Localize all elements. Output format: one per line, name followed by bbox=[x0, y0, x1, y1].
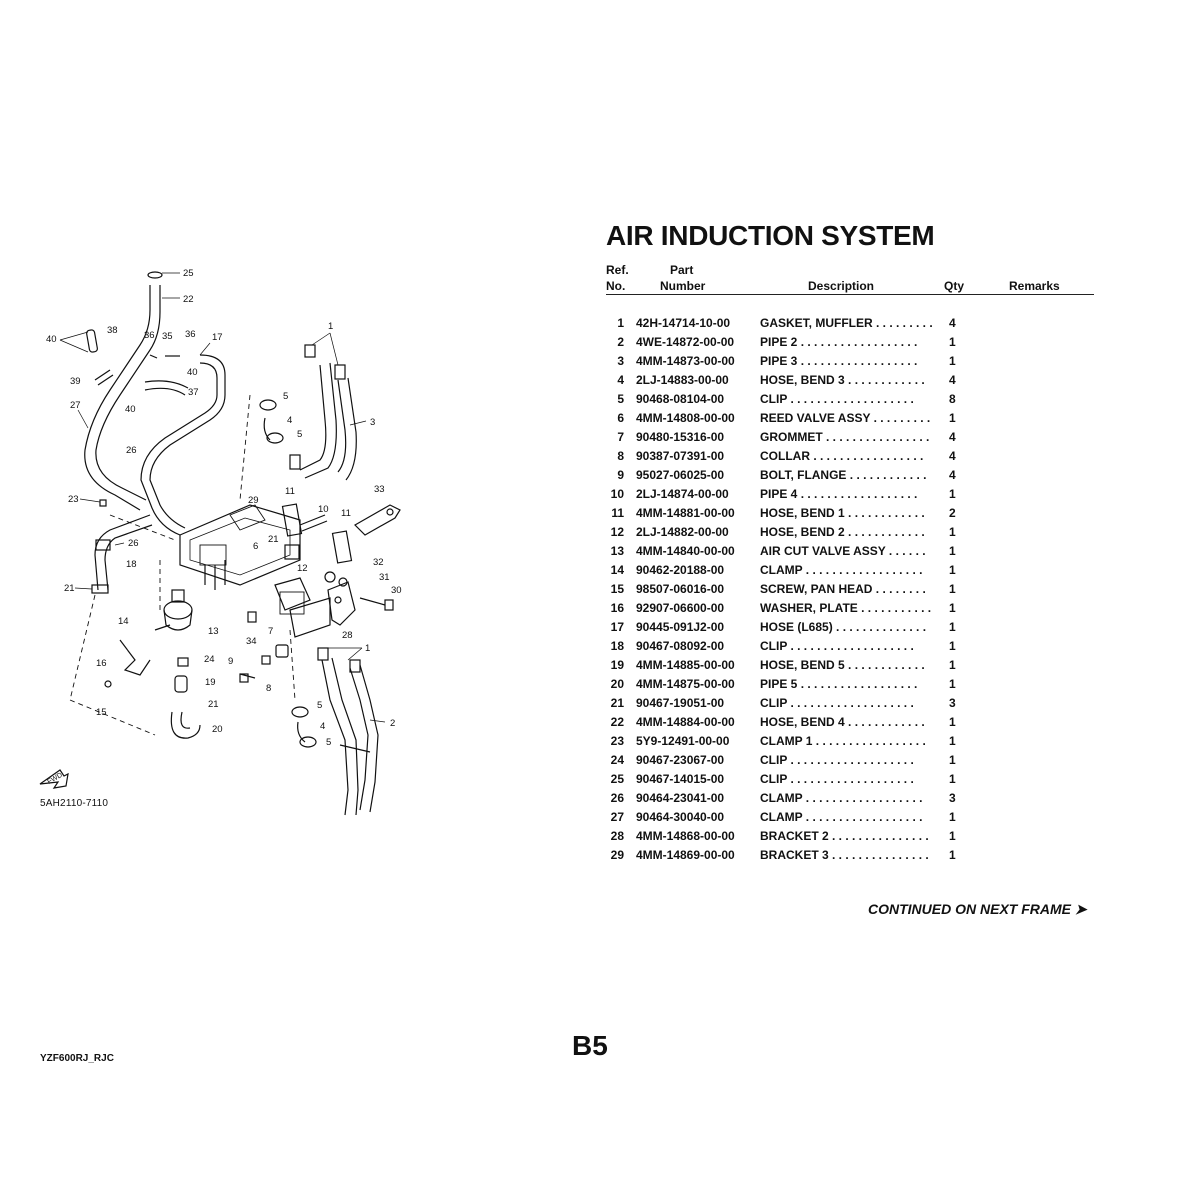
row-ref-no: 17 bbox=[610, 620, 624, 634]
svg-text:12: 12 bbox=[297, 563, 308, 574]
row-part-number: 90467-19051-00 bbox=[636, 696, 725, 710]
svg-text:16: 16 bbox=[96, 658, 107, 669]
clamp-14 bbox=[105, 640, 200, 738]
table-row bbox=[606, 580, 1094, 599]
row-qty: 1 bbox=[949, 544, 956, 558]
row-ref-no: 20 bbox=[610, 677, 624, 691]
header-number: Number bbox=[660, 279, 706, 293]
row-description: CLAMP . . . . . . . . . . . . . . . . . . bbox=[760, 810, 923, 824]
svg-text:40: 40 bbox=[187, 367, 198, 378]
row-description: PIPE 4 . . . . . . . . . . . . . . . . . . bbox=[760, 487, 918, 501]
row-ref-no: 26 bbox=[610, 791, 624, 805]
svg-text:8: 8 bbox=[266, 683, 272, 694]
row-part-number: 2LJ-14874-00-00 bbox=[636, 487, 729, 501]
svg-text:38: 38 bbox=[107, 325, 118, 336]
row-ref-no: 12 bbox=[610, 525, 624, 539]
row-qty: 4 bbox=[949, 316, 956, 330]
svg-text:17: 17 bbox=[212, 332, 223, 343]
svg-text:32: 32 bbox=[373, 557, 384, 568]
row-ref-no: 15 bbox=[610, 582, 624, 596]
svg-text:21: 21 bbox=[64, 583, 75, 594]
svg-text:39: 39 bbox=[70, 376, 81, 387]
row-description: CLIP . . . . . . . . . . . . . . . . . . . bbox=[760, 392, 914, 406]
table-row bbox=[606, 333, 1094, 352]
row-description: CLIP . . . . . . . . . . . . . . . . . . . bbox=[760, 753, 914, 767]
row-part-number: 90467-14015-00 bbox=[636, 772, 725, 786]
row-part-number: 90467-08092-00 bbox=[636, 639, 725, 653]
row-qty: 1 bbox=[949, 772, 956, 786]
row-ref-no: 28 bbox=[610, 829, 624, 843]
table-row bbox=[606, 561, 1094, 580]
pipe-3 bbox=[290, 345, 356, 480]
row-qty: 1 bbox=[949, 563, 956, 577]
row-description: CLIP . . . . . . . . . . . . . . . . . . . bbox=[760, 696, 914, 710]
row-ref-no: 6 bbox=[617, 411, 624, 425]
table-row bbox=[606, 314, 1094, 333]
row-ref-no: 21 bbox=[610, 696, 624, 710]
svg-text:36: 36 bbox=[144, 330, 155, 341]
table-row bbox=[606, 371, 1094, 390]
row-description: CLAMP . . . . . . . . . . . . . . . . . . bbox=[760, 563, 923, 577]
row-qty: 1 bbox=[949, 411, 956, 425]
row-description: GROMMET . . . . . . . . . . . . . . . . bbox=[760, 430, 930, 444]
row-description: HOSE, BEND 5 . . . . . . . . . . . . bbox=[760, 658, 925, 672]
row-qty: 1 bbox=[949, 335, 956, 349]
table-row bbox=[606, 656, 1094, 675]
svg-text:23: 23 bbox=[68, 494, 79, 505]
row-ref-no: 19 bbox=[610, 658, 624, 672]
svg-text:37: 37 bbox=[188, 387, 199, 398]
row-part-number: 4MM-14873-00-00 bbox=[636, 354, 735, 368]
svg-text:36: 36 bbox=[185, 329, 196, 340]
table-row bbox=[606, 599, 1094, 618]
row-description: CLAMP . . . . . . . . . . . . . . . . . . bbox=[760, 791, 923, 805]
row-part-number: 4WE-14872-00-00 bbox=[636, 335, 735, 349]
table-row bbox=[606, 523, 1094, 542]
row-part-number: 92907-06600-00 bbox=[636, 601, 725, 615]
table-row bbox=[606, 618, 1094, 637]
row-part-number: 90464-30040-00 bbox=[636, 810, 725, 824]
row-qty: 1 bbox=[949, 601, 956, 615]
fwd-arrow-icon bbox=[38, 766, 72, 795]
row-description: BRACKET 2 . . . . . . . . . . . . . . . bbox=[760, 829, 929, 843]
table-row bbox=[606, 827, 1094, 846]
row-part-number: 98507-06016-00 bbox=[636, 582, 725, 596]
svg-text:35: 35 bbox=[162, 331, 173, 342]
svg-text:21: 21 bbox=[208, 699, 219, 710]
row-part-number: 2LJ-14882-00-00 bbox=[636, 525, 729, 539]
row-ref-no: 22 bbox=[610, 715, 624, 729]
table-row bbox=[606, 694, 1094, 713]
table-row bbox=[606, 428, 1094, 447]
svg-text:40: 40 bbox=[125, 404, 136, 415]
row-part-number: 90445-091J2-00 bbox=[636, 620, 725, 634]
row-part-number: 5Y9-12491-00-00 bbox=[636, 734, 730, 748]
svg-text:34: 34 bbox=[246, 636, 257, 647]
row-description: HOSE, BEND 1 . . . . . . . . . . . . bbox=[760, 506, 925, 520]
svg-text:21: 21 bbox=[268, 534, 279, 545]
row-part-number: 90480-15316-00 bbox=[636, 430, 725, 444]
table-row bbox=[606, 485, 1094, 504]
row-ref-no: 8 bbox=[617, 449, 624, 463]
guide-lines bbox=[70, 395, 295, 735]
svg-text:11: 11 bbox=[341, 508, 351, 519]
row-description: CLIP . . . . . . . . . . . . . . . . . . . bbox=[760, 639, 914, 653]
table-row bbox=[606, 447, 1094, 466]
row-qty: 1 bbox=[949, 620, 956, 634]
svg-text:29: 29 bbox=[248, 495, 259, 506]
row-description: BRACKET 3 . . . . . . . . . . . . . . . bbox=[760, 848, 929, 862]
svg-text:26: 26 bbox=[126, 445, 137, 456]
header-description: Description bbox=[808, 279, 875, 293]
row-part-number: 4MM-14885-00-00 bbox=[636, 658, 735, 672]
air-cut-valve bbox=[155, 590, 192, 630]
row-description: HOSE (L685) . . . . . . . . . . . . . . bbox=[760, 620, 927, 634]
row-ref-no: 10 bbox=[610, 487, 624, 501]
row-ref-no: 23 bbox=[610, 734, 624, 748]
row-ref-no: 4 bbox=[617, 373, 624, 387]
svg-text:5: 5 bbox=[317, 700, 323, 711]
table-header bbox=[606, 261, 1094, 295]
row-description: HOSE, BEND 4 . . . . . . . . . . . . bbox=[760, 715, 925, 729]
row-part-number: 90387-07391-00 bbox=[636, 449, 725, 463]
model-code: YZF600RJ_RJC bbox=[40, 1053, 114, 1064]
svg-text:3: 3 bbox=[370, 417, 376, 428]
header-part: Part bbox=[670, 263, 694, 277]
table-row bbox=[606, 466, 1094, 485]
row-qty: 2 bbox=[949, 506, 956, 520]
row-part-number: 90464-23041-00 bbox=[636, 791, 725, 805]
row-qty: 1 bbox=[949, 487, 956, 501]
row-ref-no: 3 bbox=[617, 354, 624, 368]
svg-text:1: 1 bbox=[328, 321, 334, 332]
svg-text:5: 5 bbox=[326, 737, 332, 748]
svg-text:30: 30 bbox=[391, 585, 402, 596]
row-qty: 4 bbox=[949, 430, 956, 444]
table-row bbox=[606, 751, 1094, 770]
row-description: PIPE 3 . . . . . . . . . . . . . . . . . . bbox=[760, 354, 918, 368]
svg-text:14: 14 bbox=[118, 616, 129, 627]
row-ref-no: 5 bbox=[617, 392, 624, 406]
row-ref-no: 1 bbox=[617, 316, 624, 330]
svg-text:4: 4 bbox=[287, 415, 293, 426]
header-remarks: Remarks bbox=[1009, 279, 1060, 293]
svg-text:22: 22 bbox=[183, 294, 194, 305]
table-row bbox=[606, 846, 1094, 865]
row-part-number: 4MM-14875-00-00 bbox=[636, 677, 735, 691]
row-ref-no: 24 bbox=[610, 753, 624, 767]
table-row bbox=[606, 352, 1094, 371]
svg-text:25: 25 bbox=[183, 268, 194, 279]
continued-note: CONTINUED ON NEXT FRAME ➤ bbox=[868, 901, 1087, 917]
row-part-number: 4MM-14881-00-00 bbox=[636, 506, 735, 520]
svg-text:11: 11 bbox=[285, 486, 295, 497]
row-description: PIPE 2 . . . . . . . . . . . . . . . . . . bbox=[760, 335, 918, 349]
callout-labels bbox=[46, 268, 402, 748]
row-description: WASHER, PLATE . . . . . . . . . . . bbox=[760, 601, 932, 615]
row-description: HOSE, BEND 2 . . . . . . . . . . . . bbox=[760, 525, 925, 539]
svg-text:9: 9 bbox=[228, 656, 234, 667]
row-ref-no: 9 bbox=[617, 468, 624, 482]
fwd-label: FWD bbox=[46, 771, 64, 786]
table-row bbox=[606, 390, 1094, 409]
svg-text:31: 31 bbox=[379, 572, 390, 583]
row-ref-no: 16 bbox=[610, 601, 624, 615]
hose-bend bbox=[92, 515, 152, 593]
table-row bbox=[606, 732, 1094, 751]
table-row bbox=[606, 808, 1094, 827]
row-description: BOLT, FLANGE . . . . . . . . . . . . bbox=[760, 468, 927, 482]
page-title: AIR INDUCTION SYSTEM bbox=[606, 220, 935, 251]
row-part-number: 42H-14714-10-00 bbox=[636, 316, 731, 330]
header-ref: Ref. bbox=[606, 263, 629, 277]
table-row bbox=[606, 542, 1094, 561]
table-row bbox=[606, 713, 1094, 732]
row-qty: 1 bbox=[949, 848, 956, 862]
drawing-code: 5AH2110-7110 bbox=[40, 798, 109, 809]
svg-text:5: 5 bbox=[297, 429, 303, 440]
row-qty: 1 bbox=[949, 829, 956, 843]
row-description: REED VALVE ASSY . . . . . . . . . bbox=[760, 411, 931, 425]
row-part-number: 2LJ-14883-00-00 bbox=[636, 373, 729, 387]
row-qty: 1 bbox=[949, 639, 956, 653]
svg-text:20: 20 bbox=[212, 724, 223, 735]
svg-text:7: 7 bbox=[268, 626, 274, 637]
row-qty: 1 bbox=[949, 734, 956, 748]
row-qty: 1 bbox=[949, 354, 956, 368]
row-part-number: 95027-06025-00 bbox=[636, 468, 725, 482]
row-part-number: 4MM-14840-00-00 bbox=[636, 544, 735, 558]
row-part-number: 4MM-14869-00-00 bbox=[636, 848, 735, 862]
svg-text:15: 15 bbox=[96, 707, 107, 718]
row-qty: 1 bbox=[949, 753, 956, 767]
table-row bbox=[606, 770, 1094, 789]
row-qty: 1 bbox=[949, 715, 956, 729]
row-description: PIPE 5 . . . . . . . . . . . . . . . . . . bbox=[760, 677, 918, 691]
table-row bbox=[606, 637, 1094, 656]
svg-text:5: 5 bbox=[283, 391, 289, 402]
row-part-number: 4MM-14868-00-00 bbox=[636, 829, 735, 843]
svg-text:28: 28 bbox=[342, 630, 353, 641]
row-part-number: 90467-23067-00 bbox=[636, 753, 725, 767]
row-ref-no: 11 bbox=[611, 506, 624, 520]
svg-text:40: 40 bbox=[46, 334, 57, 345]
row-description: HOSE, BEND 3 . . . . . . . . . . . . bbox=[760, 373, 925, 387]
bracket-33 bbox=[355, 505, 400, 535]
svg-text:19: 19 bbox=[205, 677, 216, 688]
page-label: B5 bbox=[572, 1030, 608, 1061]
row-qty: 4 bbox=[949, 468, 956, 482]
row-part-number: 4MM-14808-00-00 bbox=[636, 411, 735, 425]
row-ref-no: 2 bbox=[617, 335, 624, 349]
row-qty: 1 bbox=[949, 582, 956, 596]
row-description: COLLAR . . . . . . . . . . . . . . . . . bbox=[760, 449, 924, 463]
row-description: AIR CUT VALVE ASSY . . . . . . bbox=[760, 544, 926, 558]
pipe-2 bbox=[318, 648, 378, 815]
row-description: CLIP . . . . . . . . . . . . . . . . . . . bbox=[760, 772, 914, 786]
svg-text:4: 4 bbox=[320, 721, 326, 732]
svg-text:6: 6 bbox=[253, 541, 259, 552]
row-ref-no: 27 bbox=[610, 810, 624, 824]
parts-table bbox=[606, 314, 1094, 865]
svg-text:2: 2 bbox=[390, 718, 396, 729]
hose-17 bbox=[141, 355, 225, 535]
row-qty: 1 bbox=[949, 525, 956, 539]
row-description: GASKET, MUFFLER . . . . . . . . . bbox=[760, 316, 933, 330]
svg-text:13: 13 bbox=[208, 626, 219, 637]
upper-left-parts bbox=[86, 329, 188, 395]
row-qty: 1 bbox=[949, 810, 956, 824]
row-ref-no: 18 bbox=[610, 639, 624, 653]
row-ref-no: 13 bbox=[610, 544, 624, 558]
row-description: SCREW, PAN HEAD . . . . . . . . bbox=[760, 582, 926, 596]
row-qty: 4 bbox=[949, 449, 956, 463]
row-qty: 4 bbox=[949, 373, 956, 387]
table-row bbox=[606, 675, 1094, 694]
grommets-collars bbox=[100, 500, 288, 682]
table-row bbox=[606, 789, 1094, 808]
svg-text:18: 18 bbox=[126, 559, 137, 570]
table-row bbox=[606, 504, 1094, 523]
row-qty: 1 bbox=[949, 677, 956, 691]
svg-text:1: 1 bbox=[365, 643, 371, 654]
row-ref-no: 14 bbox=[610, 563, 624, 577]
row-ref-no: 29 bbox=[610, 848, 624, 862]
header-qty: Qty bbox=[944, 279, 965, 293]
row-ref-no: 7 bbox=[617, 430, 624, 444]
row-qty: 1 bbox=[949, 658, 956, 672]
svg-text:26: 26 bbox=[128, 538, 139, 549]
table-row bbox=[606, 409, 1094, 428]
svg-text:24: 24 bbox=[204, 654, 215, 665]
row-ref-no: 25 bbox=[610, 772, 624, 786]
row-qty: 3 bbox=[949, 791, 956, 805]
svg-text:10: 10 bbox=[318, 504, 329, 515]
header-no: No. bbox=[606, 279, 626, 293]
row-part-number: 90462-20188-00 bbox=[636, 563, 725, 577]
svg-text:27: 27 bbox=[70, 400, 81, 411]
parts-diagram bbox=[0, 0, 600, 900]
row-qty: 3 bbox=[949, 696, 956, 710]
row-part-number: 90468-08104-00 bbox=[636, 392, 725, 406]
row-part-number: 4MM-14884-00-00 bbox=[636, 715, 735, 729]
row-qty: 8 bbox=[949, 392, 956, 406]
svg-text:33: 33 bbox=[374, 484, 385, 495]
row-description: CLAMP 1 . . . . . . . . . . . . . . . . . bbox=[760, 734, 926, 748]
